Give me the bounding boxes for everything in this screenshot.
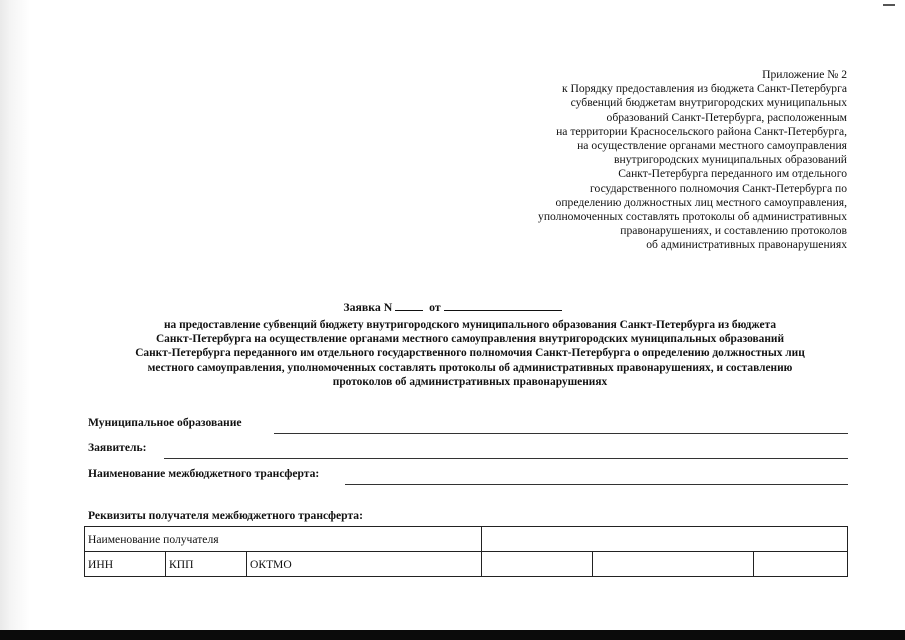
- table-row: [85, 552, 848, 577]
- recipient-name-label: Наименование получателя: [85, 527, 482, 552]
- appendix-line: Санкт-Петербурга переданного им отдельного: [618, 167, 847, 181]
- appendix-line: государственного полномочия Санкт-Петербурга по: [590, 181, 847, 195]
- inn-label: ИНН: [85, 552, 166, 577]
- request-date-blank[interactable]: [444, 300, 562, 311]
- request-subject-line: на предоставление субвенций бюджету внутригородского муниципального образования Санкт-Петербурга из бюджета: [163, 319, 777, 331]
- appendix-line: об административных правонарушениях: [646, 238, 847, 252]
- appendix-line: на территории Красносельского района Санкт-Петербурга,: [556, 124, 847, 138]
- transfer-name-label: Наименование межбюджетного трансферта:: [88, 467, 320, 480]
- request-number-blank[interactable]: [395, 300, 423, 311]
- request-subject: [90, 318, 850, 389]
- scan-left-edge: [0, 0, 30, 640]
- request-subject-line: Санкт-Петербурга на осуществление органами местного самоуправления внутригородских муниципальных образований: [155, 333, 785, 346]
- appendix-line: определению должностных лиц местного самоуправления,: [555, 195, 847, 209]
- oktmo-value-cell[interactable]: [754, 552, 848, 577]
- appendix-line: к Порядку предоставления из бюджета Санкт-Петербурга: [561, 82, 847, 96]
- oktmo-label: ОКТМО: [247, 552, 482, 577]
- request-subject-line: Санкт-Петербурга переданного им отдельного государственного полномочия Санкт-Петербурга о определению должностных лиц: [135, 347, 805, 360]
- recipient-name-cell[interactable]: [482, 527, 848, 552]
- requisites-table: [84, 526, 848, 577]
- kpp-label: КПП: [166, 552, 247, 577]
- appendix-line: субвенций бюджетам внутригородских муниципальных: [570, 96, 847, 110]
- appendix-line: правонарушениях, и составлению протоколов: [620, 224, 847, 238]
- table-row: [85, 527, 848, 552]
- request-title: [0, 300, 905, 314]
- request-date-label: от: [429, 300, 441, 314]
- transfer-name-field[interactable]: [345, 484, 848, 485]
- inn-value-cell[interactable]: [482, 552, 593, 577]
- municipality-label: Муниципальное образование: [88, 416, 242, 429]
- municipality-field[interactable]: [274, 433, 848, 434]
- appendix-line: на осуществление органами местного самоуправления: [577, 139, 847, 153]
- appendix-line: образований Санкт-Петербурга, расположенным: [606, 110, 847, 124]
- request-subject-line: местного самоуправления, уполномоченных составлять протоколы об административных правонарушениях, и составлению: [147, 361, 793, 374]
- request-subject-line: протоколов об административных правонарушениях: [332, 375, 608, 388]
- appendix-line: уполномоченных составлять протоколы об административных: [538, 210, 847, 224]
- applicant-field[interactable]: [164, 458, 848, 459]
- appendix-header: [427, 68, 847, 253]
- appendix-line: внутригородских муниципальных образований: [614, 153, 847, 167]
- scan-bottom-edge: [0, 630, 905, 640]
- requisites-label: Реквизиты получателя межбюджетного трансферта:: [88, 509, 363, 522]
- appendix-number: Приложение № 2: [762, 68, 847, 81]
- applicant-label: Заявитель:: [88, 441, 147, 454]
- scan-mark: [883, 4, 895, 6]
- request-number-label: Заявка N: [343, 300, 393, 314]
- kpp-value-cell[interactable]: [593, 552, 754, 577]
